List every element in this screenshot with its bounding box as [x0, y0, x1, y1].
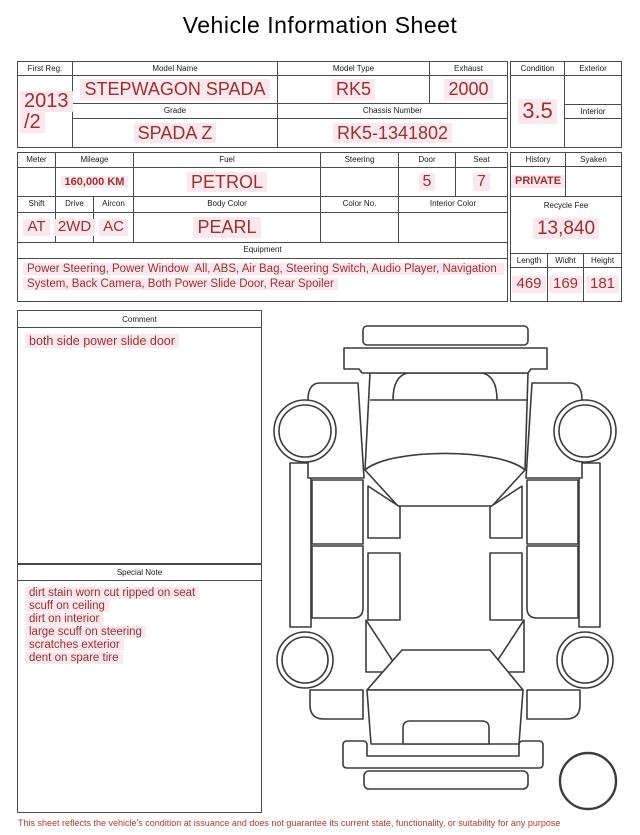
- special-note-line: dirt stain worn cut ripped on seat: [25, 587, 256, 600]
- comment-box: [17, 310, 262, 564]
- windshield: [365, 454, 525, 507]
- chassis-number-label: Chassis Number: [278, 104, 507, 119]
- history-fee-panel: [510, 152, 622, 302]
- rear-bumper-main: [343, 741, 543, 768]
- history-label: History: [511, 153, 566, 167]
- width-value: 169: [548, 268, 584, 301]
- length-label: Length: [511, 254, 548, 268]
- grade-value: SPADA Z: [73, 119, 278, 147]
- spare-tire: [560, 753, 616, 809]
- exterior-label: Exterior: [565, 62, 621, 76]
- aircon-value: AC: [94, 213, 134, 243]
- interior-value: [565, 119, 621, 147]
- door-value: 5: [399, 168, 456, 197]
- comment-label: Comment: [18, 311, 261, 328]
- color-no-value: [321, 213, 399, 243]
- spec-table: [17, 152, 508, 302]
- grade-label: Grade: [73, 104, 278, 119]
- wheel-front-left-rim: [279, 405, 331, 457]
- front-bumper-upper: [363, 326, 528, 345]
- pillar-left-mid: [368, 553, 400, 620]
- disclaimer-text: This sheet reflects the vehicle's condition at issuance and does not guarantee its current state, functionality, or suitability for any purpose: [18, 818, 561, 828]
- car-top-view-diagram: [265, 312, 640, 815]
- steering-value: [321, 168, 399, 197]
- shift-label: Shift: [18, 197, 56, 213]
- license-recess: [403, 721, 489, 744]
- condition-box: [510, 61, 622, 148]
- syaken-label: Syaken: [566, 153, 621, 167]
- interior-color-value: [399, 213, 507, 243]
- identity-table: [17, 61, 508, 148]
- equipment-value: Power Steering, Power Window All, ABS, Air Bag, Steering Switch, Audio Player, Navigation System, Back Camera, Both Power Slide Door, Rear Spoiler: [18, 259, 507, 301]
- seat-value: 7: [456, 168, 507, 197]
- body-color-value: PEARL: [134, 213, 321, 243]
- special-note-line: dirt on interior: [25, 613, 256, 626]
- exhaust-label: Exhaust: [430, 62, 507, 76]
- mileage-label: Mileage: [56, 153, 134, 168]
- meter-value: [18, 168, 56, 197]
- special-note-list: [25, 587, 256, 665]
- steering-label: Steering: [321, 153, 399, 168]
- condition-label: Condition: [511, 62, 565, 76]
- wheel-front-right-rim: [559, 405, 611, 457]
- interior-color-label: Interior Color: [399, 197, 507, 213]
- wheel-rear-left-rim: [282, 637, 328, 683]
- sill-right: [579, 463, 600, 627]
- recycle-fee-value: 13,840: [511, 212, 621, 254]
- special-note-line: dent on spare tire: [25, 652, 256, 665]
- special-note-line: scratches exterior: [25, 639, 256, 652]
- front-door-right: [527, 480, 578, 544]
- front-bumper-main: [344, 348, 547, 373]
- interior-label: Interior: [565, 105, 621, 119]
- exterior-value: [565, 76, 621, 105]
- condition-value: 3.5: [511, 76, 565, 147]
- rear-bumper-lower: [364, 771, 528, 789]
- first-reg-year: 2013: [20, 91, 73, 112]
- fuel-value: PETROL: [134, 168, 321, 197]
- fuel-label: Fuel: [134, 153, 321, 168]
- car-diagram-svg: [265, 312, 640, 815]
- length-value: 469: [511, 268, 548, 301]
- pillar-right-mid: [490, 553, 522, 620]
- model-type-value: RK5: [278, 76, 430, 104]
- drive-label: Drive: [56, 197, 94, 213]
- door-label: Door: [399, 153, 456, 168]
- mileage-value: 160,000 KM: [56, 168, 134, 197]
- sill-left: [290, 463, 311, 627]
- model-name-label: Model Name: [73, 62, 278, 76]
- special-note-line: scuff on ceiling: [25, 600, 256, 613]
- rear-fender-right: [527, 690, 580, 719]
- first-reg-label: First Reg.: [18, 62, 73, 76]
- aircon-label: Aircon: [94, 197, 134, 213]
- special-note-label: Special Note: [18, 565, 261, 581]
- history-value: PRIVATE: [511, 167, 566, 197]
- recycle-fee-label: Recycle Fee: [543, 201, 589, 210]
- first-reg-value: [18, 76, 73, 147]
- height-label: Height: [584, 254, 621, 268]
- comment-value: both side power slide door: [25, 334, 256, 348]
- color-no-label: Color No.: [321, 197, 399, 213]
- model-name-value: STEPWAGON SPADA: [73, 76, 278, 104]
- meter-label: Meter: [18, 153, 56, 168]
- slide-door-right: [527, 546, 578, 618]
- body-color-label: Body Color: [134, 197, 321, 213]
- drive-value: 2WD: [56, 213, 94, 243]
- seat-label: Seat: [456, 153, 507, 168]
- chassis-number-value: RK5-1341802: [278, 119, 507, 147]
- shift-value: AT: [18, 213, 56, 243]
- rear-fender-left: [310, 690, 363, 719]
- front-door-left: [312, 480, 363, 544]
- equipment-label: Equipment: [18, 243, 507, 259]
- exhaust-value: 2000: [430, 76, 507, 104]
- model-type-label: Model Type: [278, 62, 430, 76]
- page-title: Vehicle Information Sheet: [182, 12, 458, 38]
- wheel-rear-right-rim: [562, 637, 608, 683]
- syaken-value: [566, 167, 621, 197]
- special-note-line: large scuff on steering: [25, 626, 256, 639]
- special-note-box: [17, 564, 262, 813]
- slide-door-left: [312, 546, 363, 618]
- height-value: 181: [584, 268, 621, 301]
- first-reg-month: /2: [20, 112, 45, 133]
- width-label: Widht: [548, 254, 584, 268]
